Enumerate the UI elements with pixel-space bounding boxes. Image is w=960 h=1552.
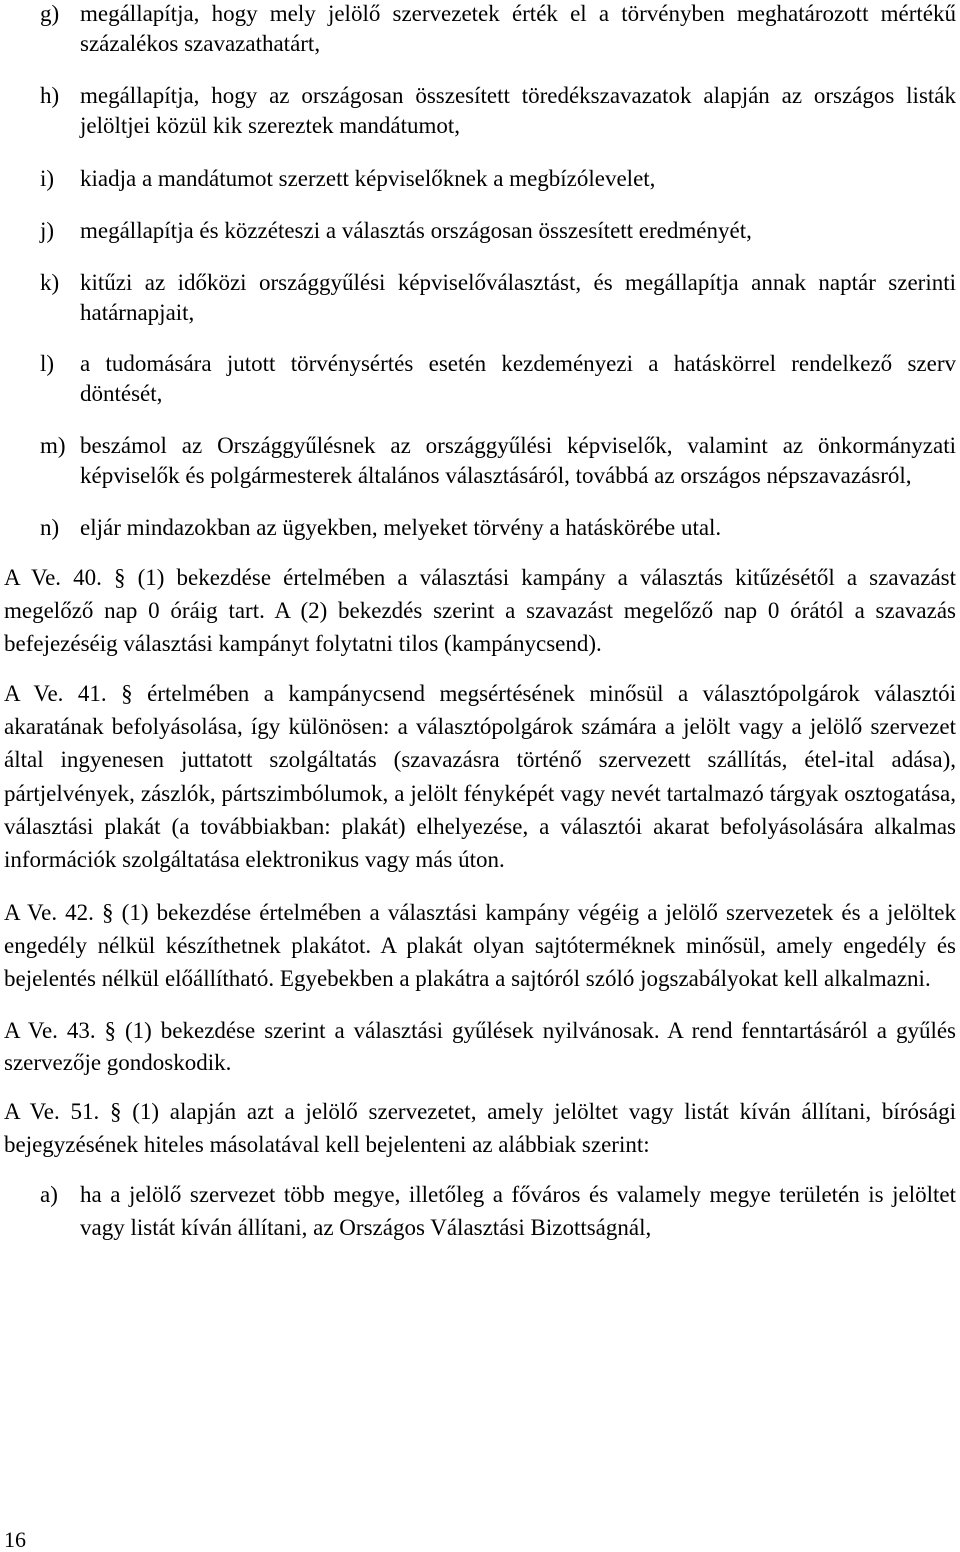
list-item-label: n) — [40, 515, 60, 540]
duties-list — [4, 0, 956, 543]
list-item-label: g) — [40, 1, 60, 26]
paragraph-ve-51: A Ve. 51. § (1) alapján azt a jelölő szervezetet, amely jelöltet vagy listát kíván állítani, bírósági bejegyzésének hiteles másolatával kell bejelenteni az alábbiak szerint: — [4, 1099, 956, 1157]
list-item-text: ha a jelölő szervezet több megye, illetőleg a főváros és valamely megye területén is jelöltet vagy listát kíván állítani, az Országos Választási Bizottságnál, — [80, 1182, 956, 1240]
paragraph-ve-42: A Ve. 42. § (1) bekezdése értelmében a választási kampány végéig a jelölő szervezetek és a jelöltek engedély nélkül készíthetnek plakátot. A plakát olyan sajtóterméknek minősül, amely engedély és bejelentés nélkül előállítható. Egyebekben a plakátra a sajtóról szóló jogszabályokat kell alkalmazni. — [4, 900, 956, 992]
list-item — [4, 268, 956, 328]
list-item — [4, 513, 956, 543]
list-item-label: k) — [40, 270, 60, 295]
paragraph-ve-41: A Ve. 41. § értelmében a kampánycsend megsértésének minősül a választópolgárok választói akaratának befolyásolása, így különösen: a választópolgárok számára a jelölt vagy a jelölő szervezet által ingyenesen juttatott szolgáltatás (szavazásra történő szervezett szállítás, étel-ital adása), pártjelvények, zászlók, pártszimbólumok, a jelölt fényképét vagy nevét tartalmazó tárgyak osztogatása, választási plakát (a továbbiakban: plakát) elhelyezése, a választói akarat befolyásolására alkalmas információk szolgáltatása elektronikus vagy más úton. — [4, 681, 956, 873]
list-item — [4, 349, 956, 409]
list-item-text: eljár mindazokban az ügyekben, melyeket törvény a hatáskörébe utal. — [80, 515, 722, 540]
list-item — [4, 216, 956, 246]
paragraph-ve-43: A Ve. 43. § (1) bekezdése szerint a választási gyűlések nyilvánosak. A rend fenntartásáról a gyűlés szervezője gondoskodik. — [4, 1018, 956, 1076]
list-item-label: i) — [40, 166, 55, 191]
list-item-text: kiadja a mandátumot szerzett képviselőknek a megbízólevelet, — [80, 166, 656, 191]
list-item-label: h) — [40, 83, 60, 108]
page-content — [4, 0, 956, 1244]
registration-list — [4, 1179, 956, 1244]
list-item-text: megállapítja és közzéteszi a választás országosan összesített eredményét, — [80, 218, 752, 243]
page-number: 16 — [4, 1527, 26, 1552]
list-item-label: a) — [40, 1182, 58, 1208]
list-item — [4, 81, 956, 141]
list-item-text: megállapítja, hogy az országosan összesített töredékszavazatok alapján az országos listák jelöltjei közül kik szereztek mandátumot, — [80, 83, 956, 138]
list-item — [4, 0, 956, 59]
paragraph-ve-40: A Ve. 40. § (1) bekezdése értelmében a választási kampány a választás kitűzésétől a szavazást megelőző nap 0 óráig tart. A (2) bekezdés szerint a szavazást megelőző nap 0 órától a szavazás befejezéséig választási kampányt folytatni tilos (kampánycsend). — [4, 565, 956, 656]
list-item-text: megállapítja, hogy mely jelölő szervezetek érték el a törvényben meghatározott mértékű százalékos szavazathatárt, — [80, 1, 956, 56]
list-item-text: beszámol az Országgyűlésnek az országgyűlési képviselők, valamint az önkormányzati képviselők és polgármesterek általános választásáról, továbbá az országos népszavazásról, — [80, 433, 956, 488]
list-item-text: kitűzi az időközi országgyűlési képviselőválasztást, és megállapítja annak naptár szerinti határnapjait, — [80, 270, 956, 325]
list-item — [4, 1179, 956, 1244]
list-item-text: a tudomására jutott törvénysértés esetén kezdeményezi a hatáskörrel rendelkező szerv döntését, — [80, 351, 956, 406]
list-item — [4, 164, 956, 194]
list-item-label: j) — [40, 218, 55, 243]
list-item — [4, 431, 956, 491]
list-item-label: m) — [40, 433, 66, 458]
list-item-label: l) — [40, 351, 55, 376]
